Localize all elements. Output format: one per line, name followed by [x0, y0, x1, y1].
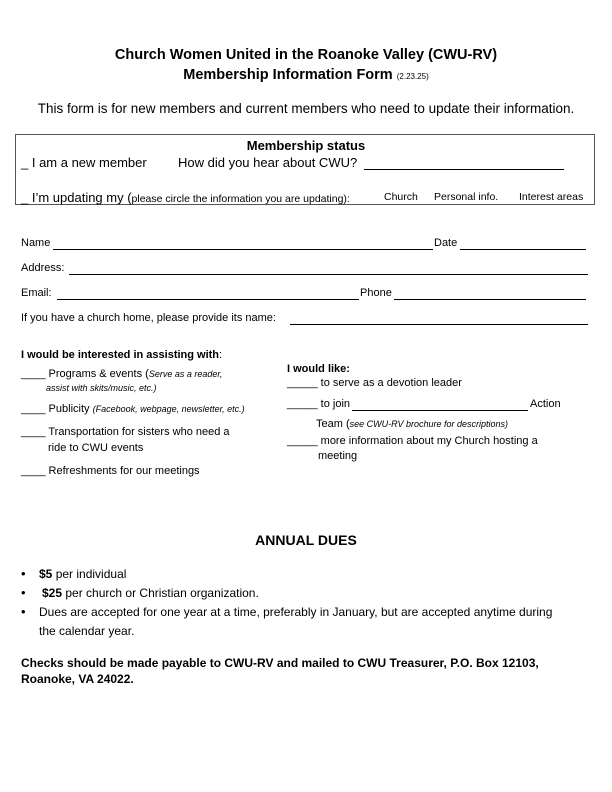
address-label: Address: [21, 262, 65, 274]
publicity-label: Publicity [48, 403, 90, 415]
hear-about-field[interactable] [364, 169, 564, 170]
new-member-option[interactable]: _ I am a new member [21, 155, 147, 170]
assist-heading-text: I would be interested in assisting with [21, 349, 220, 361]
bullet-3: • [21, 604, 26, 619]
more-info-label-cont: meeting [318, 450, 358, 462]
bullet-1: • [21, 566, 26, 581]
team-line [316, 414, 508, 432]
updating-label: _ I’m updating my ( [21, 190, 132, 205]
like-heading: I would like: [287, 363, 350, 375]
programs-note-cont: assist with skits/music, etc.) [46, 383, 157, 393]
programs-blank[interactable]: ____ [21, 368, 46, 380]
name-field[interactable] [53, 249, 433, 250]
intro-text: This form is for new members and current members who need to update their information. [37, 101, 575, 116]
option-church[interactable]: Church [384, 191, 418, 203]
form-subtitle [0, 67, 612, 83]
dues-church-text: per church or Christian organization. [62, 586, 259, 600]
dues-individual-amount: $5 [39, 567, 53, 581]
join-label: to join [320, 398, 351, 410]
assist-heading-colon: : [219, 349, 223, 361]
assist-heading [21, 349, 222, 361]
programs-note: Serve as a reader, [148, 369, 223, 379]
refreshments-blank[interactable]: ____ [21, 465, 46, 477]
checks-line1: Checks should be made payable to CWU-RV and mailed to CWU Treasurer, P.O. Box 12103, [21, 656, 539, 670]
transport-blank[interactable]: ____ [21, 426, 46, 438]
programs-option[interactable] [21, 368, 222, 380]
more-info-blank[interactable]: _____ [287, 435, 318, 447]
transport-option[interactable] [21, 426, 230, 438]
action-label: Action [530, 398, 561, 410]
dues-church-amount: $25 [42, 586, 63, 600]
action-team-field[interactable] [352, 410, 528, 411]
dues-individual [39, 567, 126, 581]
date-label: Date [434, 237, 458, 249]
checks-line2: Roanoke, VA 24022. [21, 672, 134, 686]
devotion-blank[interactable]: _____ [287, 377, 318, 389]
dues-heading: ANNUAL DUES [255, 532, 357, 548]
publicity-note: (Facebook, webpage, newsletter, etc.) [92, 404, 245, 414]
publicity-blank[interactable]: ____ [21, 403, 46, 415]
phone-field[interactable] [394, 299, 586, 300]
updating-note: please circle the information you are updating): [131, 193, 350, 205]
bullet-2: • [21, 585, 26, 600]
programs-label: Programs & events ( [48, 368, 149, 380]
church-label: If you have a church home, please provide its name: [21, 312, 276, 324]
form-title: Church Women United in the Roanoke Valley (CWU-RV) [114, 47, 498, 63]
refreshments-option[interactable] [21, 465, 200, 477]
transport-label-cont: ride to CWU events [48, 442, 144, 454]
date-field[interactable] [460, 249, 586, 250]
publicity-option[interactable] [21, 403, 245, 415]
dues-note-line2: the calendar year. [39, 624, 135, 638]
dues-church [42, 586, 259, 600]
hear-about-label: How did you hear about CWU? [178, 155, 358, 170]
more-info-label: more information about my Church hosting a [320, 435, 538, 447]
join-blank[interactable]: _____ [287, 398, 318, 410]
email-label: Email: [21, 287, 52, 299]
transport-label: Transportation for sisters who need a [48, 426, 230, 438]
updating-option[interactable] [21, 189, 350, 207]
phone-label: Phone [360, 287, 392, 299]
address-field[interactable] [69, 274, 588, 275]
dues-note-line1: Dues are accepted for one year at a time, preferably in January, but are accepted anytime during [39, 605, 553, 619]
team-label: Team ( [316, 418, 350, 430]
option-interest-areas[interactable]: Interest areas [519, 191, 584, 203]
form-subtitle-text: Membership Information Form [183, 67, 393, 83]
team-note: see CWU-RV brochure for descriptions) [349, 419, 509, 429]
email-field[interactable] [57, 299, 359, 300]
option-personal-info[interactable]: Personal info. [434, 191, 499, 203]
church-field[interactable] [290, 324, 588, 325]
more-info-option[interactable] [287, 435, 538, 447]
devotion-option[interactable] [287, 377, 462, 389]
name-label: Name [21, 237, 51, 249]
membership-status-heading: Membership status [246, 138, 366, 153]
revision-date: (2.23.25) [396, 72, 429, 81]
refreshments-label: Refreshments for our meetings [48, 465, 200, 477]
devotion-label: to serve as a devotion leader [320, 377, 462, 389]
dues-individual-text: per individual [52, 567, 127, 581]
join-option[interactable] [287, 398, 350, 410]
